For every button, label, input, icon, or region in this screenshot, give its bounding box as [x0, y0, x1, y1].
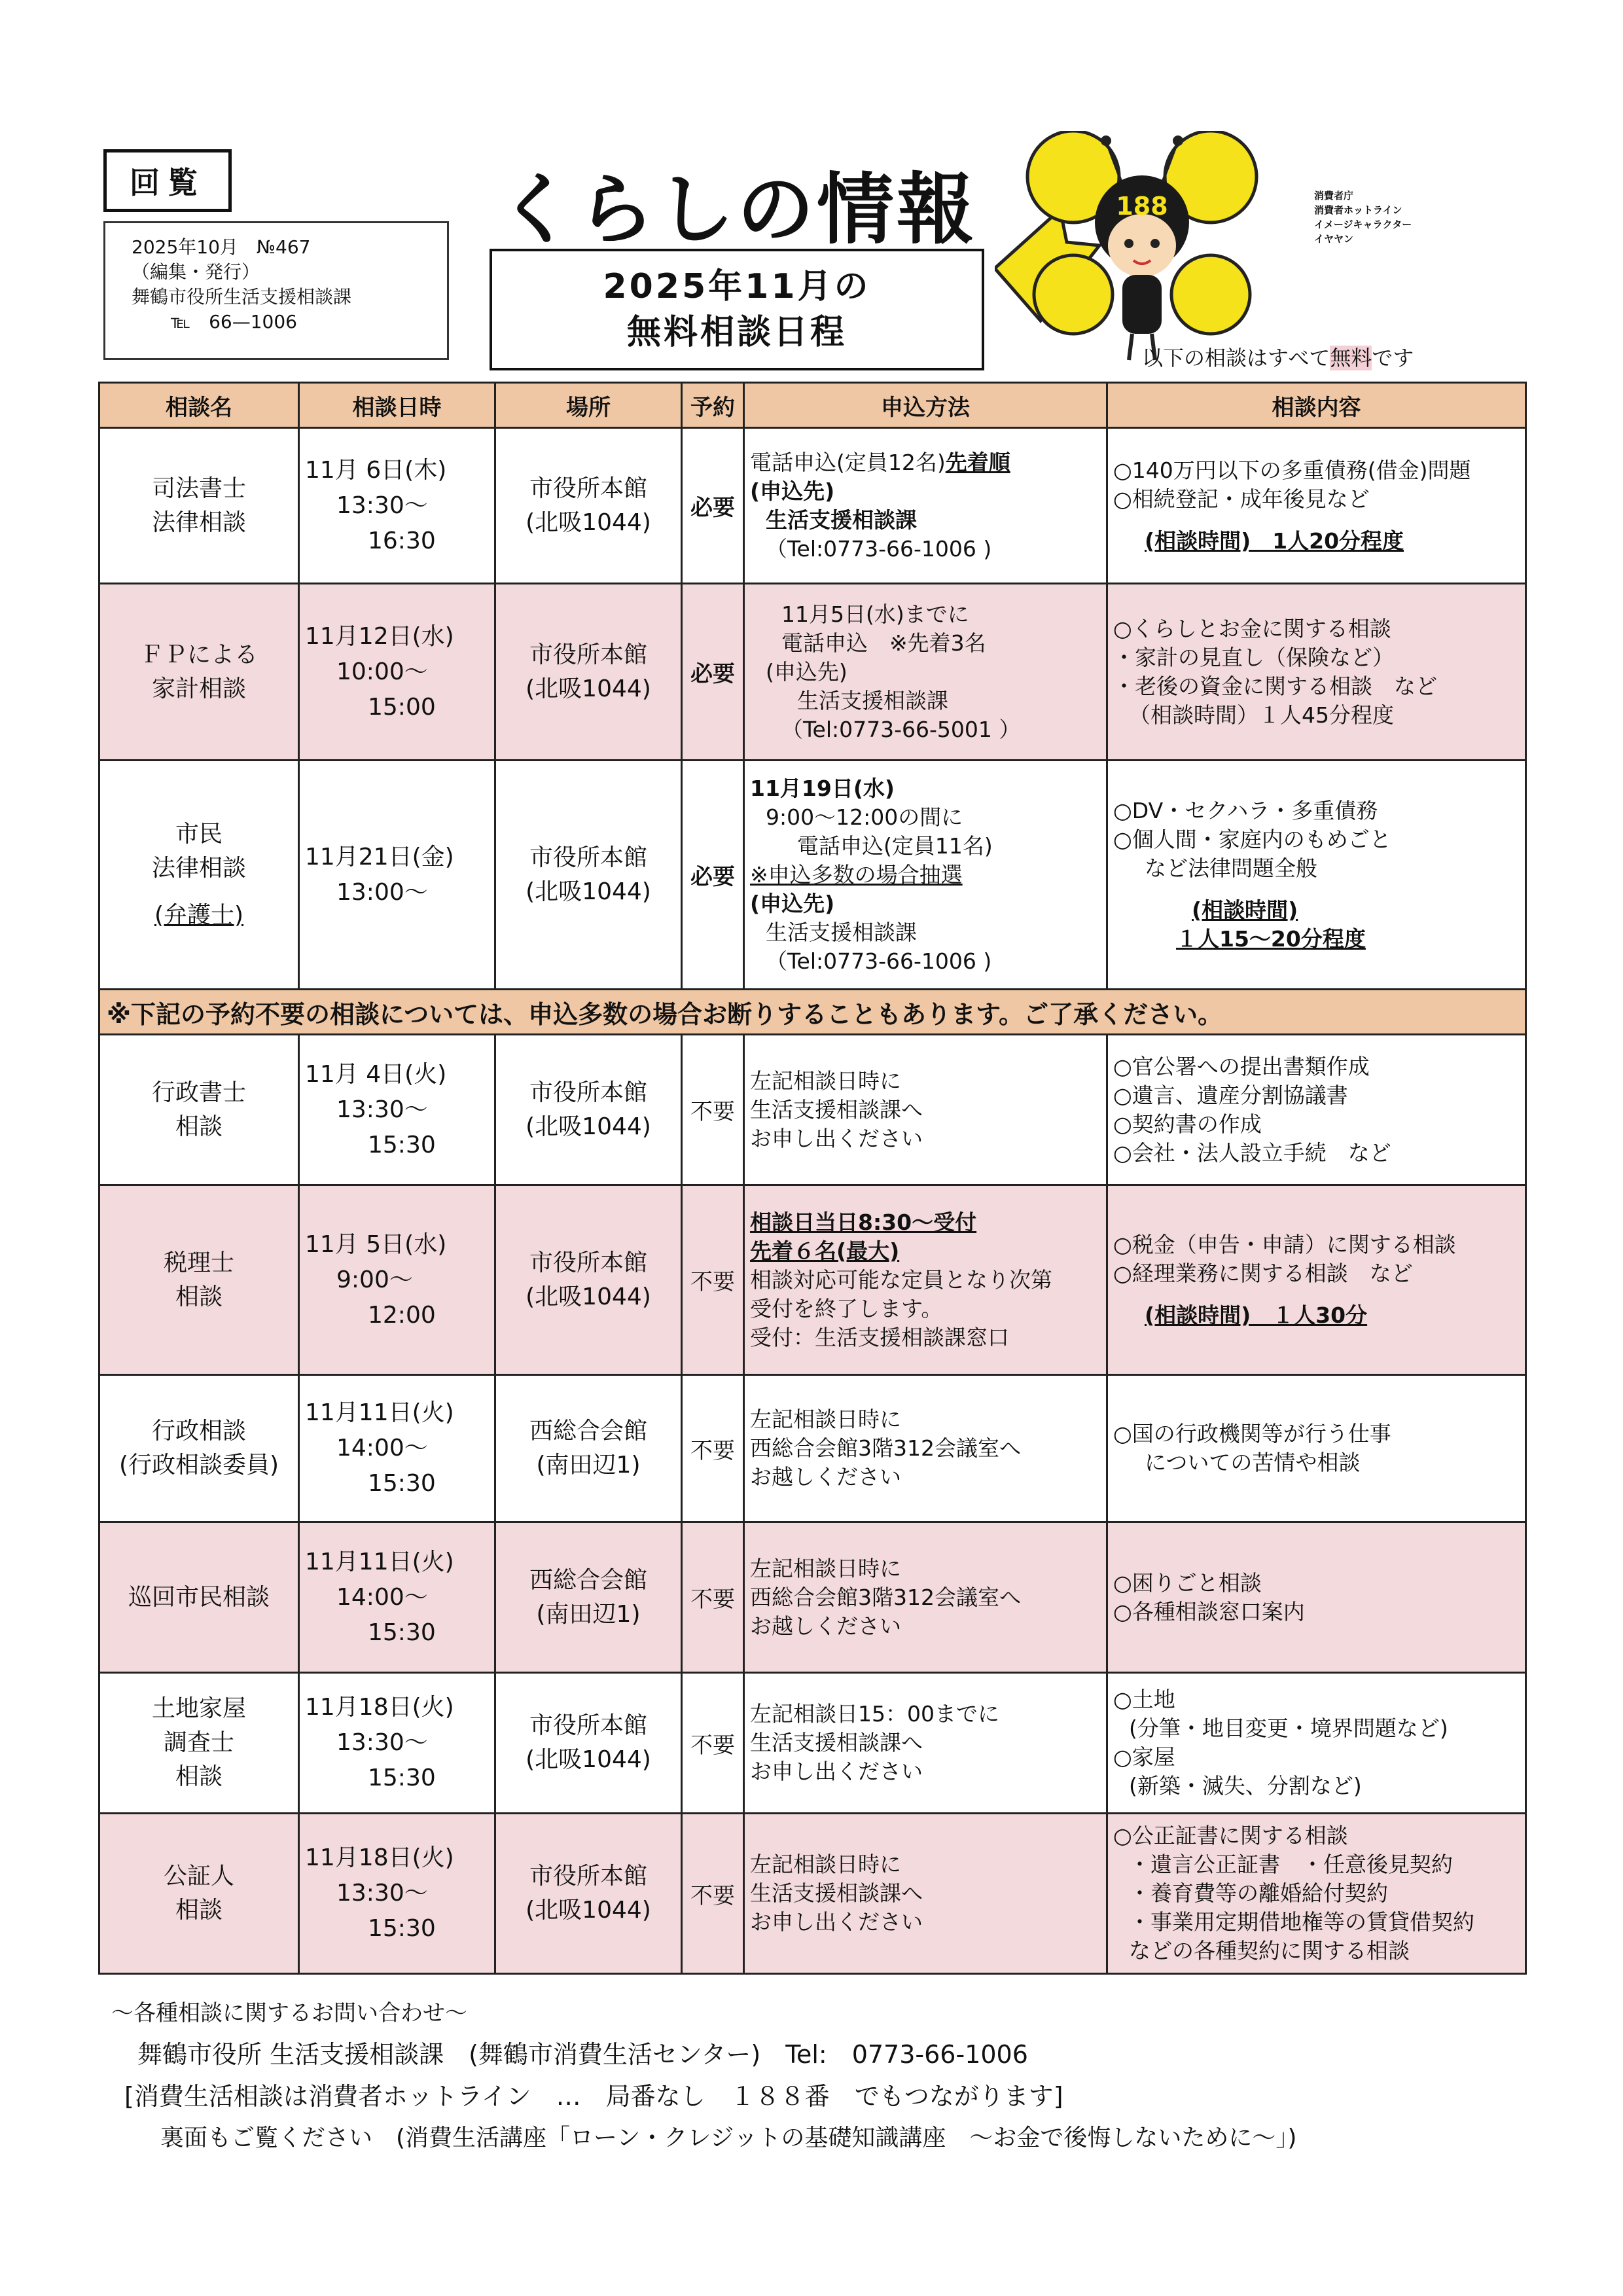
- row-name: [99, 1673, 299, 1814]
- row-application: [744, 1522, 1107, 1673]
- name-line: 相談: [175, 1763, 223, 1790]
- apply-line: 11月5日(水)までに: [781, 601, 969, 627]
- header-place: 場所: [495, 383, 682, 428]
- place-line: 西総合会館: [529, 1418, 647, 1444]
- inquiry-heading: 〜各種相談に関するお問い合わせ〜: [111, 2000, 467, 2026]
- table-row: [99, 1814, 1526, 1974]
- row-place: [495, 1522, 682, 1673]
- header-application: 申込方法: [744, 383, 1107, 428]
- subtitle-box: [490, 249, 984, 370]
- mascot-caption-hotline: 消費者ホットライン: [1314, 204, 1402, 216]
- time-end: 15:30: [368, 1619, 436, 1646]
- apply-line: 左記相談日時に: [750, 1067, 901, 1094]
- apply-line: (申込先): [766, 658, 847, 685]
- row-content: [1107, 1673, 1526, 1814]
- row-content: [1107, 1185, 1526, 1375]
- content-line: ・遺言公正証書 ・任意後見契約: [1129, 1852, 1453, 1877]
- apply-line: 電話申込(定員12名): [750, 449, 946, 475]
- place-line: (北吸1044): [526, 1897, 651, 1924]
- place-line: 市役所本館: [529, 475, 647, 502]
- row-name: [99, 428, 299, 584]
- apply-line: 生活支援相談課へ: [750, 1730, 923, 1755]
- row-name: [99, 761, 299, 990]
- no-reservation-notice: ※下記の予約不要の相談については、申込多数の場合お断りすることもあります。ご了承ください。: [99, 990, 1526, 1035]
- name-line: ＦＰによる: [139, 641, 258, 668]
- apply-line: 左記相談日時に: [750, 1852, 901, 1877]
- apply-line: 生活支援相談課: [766, 919, 917, 945]
- place-line: 西総合会館: [529, 1566, 647, 1594]
- publisher-dept: 舞鶴市役所生活支援相談課: [132, 286, 352, 308]
- name-line: 家計相談: [151, 675, 246, 702]
- row-place: [495, 1375, 682, 1522]
- row-reservation: 不要: [682, 1375, 744, 1522]
- time-start: 9:00〜: [336, 1266, 413, 1293]
- place-line: (北吸1044): [526, 1113, 651, 1140]
- row-content: [1107, 584, 1526, 761]
- place-line: 市役所本館: [529, 844, 647, 871]
- apply-line: 左記相談日時に: [750, 1555, 901, 1581]
- content-line: １人15〜20分程度: [1176, 925, 1366, 952]
- apply-line: (申込先): [750, 890, 835, 916]
- apply-line: 受付を終了します。: [750, 1295, 943, 1321]
- date-line: 11月11日(火): [305, 1548, 454, 1575]
- content-line: ○経理業務に関する相談 など: [1113, 1260, 1413, 1286]
- content-line: ○税金（申告・申請）に関する相談: [1113, 1231, 1456, 1257]
- apply-line: 受付：生活支援相談課窓口: [750, 1324, 1009, 1350]
- row-reservation: 不要: [682, 1814, 744, 1974]
- row-reservation: 必要: [682, 584, 744, 761]
- row-reservation: 必要: [682, 428, 744, 584]
- row-place: [495, 1814, 682, 1974]
- row-name: [99, 1185, 299, 1375]
- row-place: [495, 1185, 682, 1375]
- date-line: 11月21日(金): [305, 843, 454, 870]
- time-start: 13:30〜: [336, 1729, 428, 1756]
- time-start: 14:00〜: [336, 1435, 428, 1462]
- row-reservation: 不要: [682, 1185, 744, 1375]
- time-end: 12:00: [368, 1301, 436, 1329]
- notice-row: [99, 990, 1526, 1035]
- content-line: (相談時間) 1人20分程度: [1145, 528, 1404, 554]
- content-line: ○土地: [1113, 1687, 1175, 1712]
- row-application: [744, 584, 1107, 761]
- mascot-caption: [1314, 188, 1412, 246]
- place-line: (南田辺1): [536, 1600, 641, 1628]
- inquiry-contact: 舞鶴市役所 生活支援相談課 (舞鶴市消費生活センター) Tel: 0773-66-1006: [137, 2040, 1028, 2069]
- table-row: [99, 1522, 1526, 1673]
- date-line: 11月 4日(火): [305, 1060, 447, 1088]
- mascot-caption-agency: 消費者庁: [1314, 190, 1354, 202]
- row-application: [744, 1814, 1107, 1974]
- name-line: 相談: [175, 1113, 223, 1140]
- row-place: [495, 428, 682, 584]
- content-line: ○国の行政機関等が行う仕事: [1113, 1421, 1391, 1446]
- row-application: [744, 1035, 1107, 1185]
- name-line: 調査士: [163, 1729, 234, 1756]
- time-end: 15:30: [368, 1470, 436, 1497]
- content-line: ○DV・セクハラ・多重債務: [1113, 797, 1378, 823]
- name-line: (弁護士): [154, 901, 244, 929]
- free-note-end: です: [1372, 346, 1414, 370]
- mascot-character-icon: [995, 131, 1289, 367]
- row-date: [299, 584, 495, 761]
- row-place: [495, 584, 682, 761]
- row-content: [1107, 1522, 1526, 1673]
- mascot-caption-role: イメージキャラクター: [1314, 219, 1412, 230]
- row-content: [1107, 761, 1526, 990]
- table-row: [99, 1035, 1526, 1185]
- name-line: 行政書士: [151, 1079, 246, 1106]
- apply-line: 西総合会館3階312会議室へ: [750, 1435, 1021, 1461]
- free-note-text: 以下の相談はすべて: [1142, 346, 1330, 370]
- apply-line: 電話申込 ※先着3名: [781, 630, 986, 656]
- name-line: 司法書士: [151, 475, 246, 502]
- row-name: [99, 1814, 299, 1974]
- time-start: 13:30〜: [336, 1096, 428, 1123]
- content-line: ・事業用定期借地権等の賃貸借契約: [1129, 1909, 1474, 1935]
- name-line: 法律相談: [151, 854, 246, 882]
- subtitle-month: 2025年11月の: [603, 267, 871, 306]
- apply-line: 生活支援相談課: [766, 507, 917, 533]
- name-line: 公証人: [163, 1863, 234, 1890]
- content-line: ○公正証書に関する相談: [1113, 1823, 1348, 1848]
- place-line: (北吸1044): [526, 1283, 651, 1310]
- table-row: [99, 1673, 1526, 1814]
- place-line: 市役所本館: [529, 1079, 647, 1106]
- row-application: [744, 1673, 1107, 1814]
- apply-line: お越しください: [750, 1613, 901, 1639]
- content-line: ・老後の資金に関する相談 など: [1113, 673, 1437, 699]
- content-line: ○官公署への提出書類作成: [1113, 1053, 1370, 1079]
- content-line: ○くらしとお金に関する相談: [1113, 615, 1391, 641]
- row-content: [1107, 428, 1526, 584]
- subtitle-schedule: 無料相談日程: [626, 313, 847, 352]
- apply-line: 生活支援相談課へ: [750, 1096, 923, 1122]
- content-line: についての苦情や相談: [1145, 1450, 1361, 1475]
- row-date: [299, 428, 495, 584]
- apply-line: 相談対応可能な定員となり次第: [750, 1266, 1052, 1293]
- apply-line: お申し出ください: [750, 1125, 923, 1151]
- apply-line: 生活支援相談課へ: [750, 1880, 923, 1906]
- place-line: (北吸1044): [526, 509, 651, 536]
- row-content: [1107, 1814, 1526, 1974]
- time-end: 16:30: [368, 527, 436, 554]
- content-line: (分筆・地目変更・境界問題など): [1129, 1715, 1448, 1741]
- row-date: [299, 1814, 495, 1974]
- free-note: [1142, 342, 1414, 372]
- content-line: ○契約書の作成: [1113, 1111, 1262, 1137]
- table-header-row: [99, 383, 1526, 428]
- apply-line: 西総合会館3階312会議室へ: [750, 1584, 1021, 1610]
- content-line: ・養育費等の離婚給付契約: [1129, 1880, 1388, 1906]
- publisher-tel: ℡ 66—1006: [171, 311, 297, 332]
- apply-line: 電話申込(定員11名): [797, 833, 993, 859]
- mascot-caption-name: イヤヤン: [1314, 233, 1353, 245]
- row-name: [99, 1375, 299, 1522]
- issue-number: 2025年10月 №467: [132, 236, 311, 258]
- apply-line: お申し出ください: [750, 1759, 923, 1784]
- date-line: 11月11日(火): [305, 1399, 454, 1426]
- row-application: [744, 428, 1107, 584]
- date-line: 11月12日(水): [305, 622, 454, 650]
- apply-line: 相談日当日8:30〜受付: [750, 1209, 977, 1235]
- table-row: [99, 428, 1526, 584]
- apply-line: （Tel:0773-66-1006 ): [766, 535, 992, 562]
- name-line: 税理士: [163, 1249, 234, 1276]
- time-start: 13:30〜: [336, 492, 428, 519]
- time-end: 15:30: [368, 1131, 436, 1158]
- content-line: ○家屋: [1113, 1744, 1175, 1770]
- row-name: [99, 1035, 299, 1185]
- content-line: ○140万円以下の多重債務(借金)問題: [1113, 457, 1471, 483]
- apply-line: 11月19日(水): [750, 775, 895, 801]
- date-line: 11月18日(火): [305, 1694, 454, 1721]
- row-place: [495, 761, 682, 990]
- time-start: 13:30〜: [336, 1880, 428, 1907]
- row-reservation: 必要: [682, 761, 744, 990]
- content-line: (相談時間) １人30分: [1145, 1302, 1368, 1328]
- apply-line: 先着６名(最大): [750, 1238, 900, 1264]
- row-content: [1107, 1375, 1526, 1522]
- content-line: (相談時間): [1192, 897, 1298, 923]
- page-title: くらしの情報: [497, 164, 977, 255]
- time-end: 15:30: [368, 1765, 436, 1791]
- table-row: [99, 1375, 1526, 1522]
- content-line: ○遺言、遺産分割協議書: [1113, 1082, 1348, 1108]
- apply-line: ※申込多数の場合抽選: [750, 861, 963, 888]
- free-highlight: 無料: [1330, 346, 1372, 370]
- content-line: など法律問題全般: [1145, 855, 1317, 881]
- apply-line: 左記相談日時に: [750, 1407, 901, 1432]
- row-date: [299, 1522, 495, 1673]
- name-line: 土地家屋: [151, 1695, 246, 1722]
- row-date: [299, 1185, 495, 1375]
- row-content: [1107, 1035, 1526, 1185]
- apply-line: 先着順: [945, 449, 1010, 475]
- editor-label: （編集・発行）: [132, 261, 260, 283]
- row-reservation: 不要: [682, 1673, 744, 1814]
- header-reservation: 予約: [682, 383, 744, 428]
- time-end: 15:30: [368, 1915, 436, 1942]
- row-date: [299, 761, 495, 990]
- place-line: (南田辺1): [536, 1452, 641, 1479]
- circulation-label: 回覧: [103, 149, 232, 212]
- header-content: 相談内容: [1107, 383, 1526, 428]
- place-line: 市役所本館: [529, 1863, 647, 1890]
- place-line: (北吸1044): [526, 675, 651, 702]
- name-line: 行政相談: [151, 1418, 246, 1444]
- row-date: [299, 1673, 495, 1814]
- date-line: 11月 5日(水): [305, 1230, 447, 1258]
- row-name: [99, 1522, 299, 1673]
- date-line: 11月 6日(木): [305, 456, 447, 484]
- row-place: [495, 1673, 682, 1814]
- apply-line: 9:00〜12:00の間に: [766, 804, 963, 830]
- content-line: (新築・滅失、分割など): [1129, 1773, 1362, 1799]
- row-application: [744, 1185, 1107, 1375]
- header-consultation-name: 相談名: [99, 383, 299, 428]
- place-line: 市役所本館: [529, 641, 647, 668]
- apply-line: お越しください: [750, 1464, 901, 1490]
- name-line: 相談: [175, 1283, 223, 1310]
- row-place: [495, 1035, 682, 1185]
- place-line: 市役所本館: [529, 1712, 647, 1739]
- name-line: 相談: [175, 1897, 223, 1924]
- apply-line: (申込先): [750, 478, 835, 504]
- content-line: ○会社・法人設立手続 など: [1113, 1139, 1391, 1166]
- time-end: 15:00: [368, 693, 436, 721]
- apply-line: （Tel:0773-66-1006 ): [766, 948, 992, 974]
- name-line: 法律相談: [151, 509, 246, 536]
- row-reservation: 不要: [682, 1035, 744, 1185]
- table-row: [99, 761, 1526, 990]
- content-line: ・家計の見直し（保険など）: [1113, 644, 1394, 670]
- row-reservation: 不要: [682, 1522, 744, 1673]
- name-line: 巡回市民相談: [128, 1583, 270, 1611]
- mascot-188-number: 188: [1116, 192, 1168, 221]
- apply-line: （Tel:0773-66-5001 ）: [781, 716, 1021, 742]
- name-line: (行政相談委員): [118, 1452, 279, 1479]
- time-start: 13:00〜: [336, 878, 428, 906]
- row-name: [99, 584, 299, 761]
- apply-line: お申し出ください: [750, 1909, 923, 1935]
- content-line: ○個人間・家庭内のもめごと: [1113, 826, 1391, 852]
- consultation-schedule-table: [98, 382, 1527, 1975]
- content-line: などの各種契約に関する相談: [1129, 1938, 1410, 1964]
- table-row: [99, 584, 1526, 761]
- header-datetime: 相談日時: [299, 383, 495, 428]
- place-line: (北吸1044): [526, 878, 651, 905]
- row-application: [744, 761, 1107, 990]
- content-line: ○相続登記・成年後見など: [1113, 486, 1370, 512]
- name-line: 市民: [175, 820, 223, 848]
- row-date: [299, 1035, 495, 1185]
- apply-line: 左記相談日15：00までに: [750, 1701, 999, 1727]
- apply-line: 生活支援相談課: [797, 687, 948, 713]
- reverse-side-note: 裏面もご覧ください (消費生活講座「ローン・クレジットの基礎知識講座 〜お金で後悔しないために〜」): [160, 2125, 1297, 2151]
- date-line: 11月18日(火): [305, 1844, 454, 1871]
- row-application: [744, 1375, 1107, 1522]
- place-line: (北吸1044): [526, 1746, 651, 1773]
- content-line: ○困りごと相談: [1113, 1570, 1262, 1596]
- row-date: [299, 1375, 495, 1522]
- place-line: 市役所本館: [529, 1249, 647, 1276]
- content-line: （相談時間）１人45分程度: [1129, 702, 1394, 728]
- table-row: [99, 1185, 1526, 1375]
- issue-info-box: [103, 221, 449, 360]
- hotline-note: [消費生活相談は消費者ホットライン … 局番なし １８８番 でもつながります]: [124, 2082, 1063, 2111]
- content-line: ○各種相談窓口案内: [1113, 1598, 1305, 1624]
- time-start: 14:00〜: [336, 1583, 428, 1611]
- time-start: 10:00〜: [336, 658, 428, 685]
